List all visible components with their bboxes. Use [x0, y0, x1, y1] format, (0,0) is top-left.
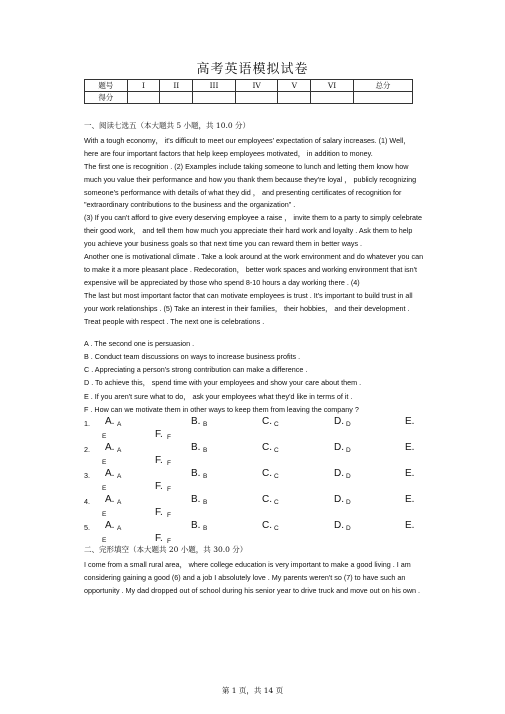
answer-row: [84, 444, 424, 470]
choice-c-text: C: [274, 499, 279, 507]
choice-f-text: F: [167, 434, 171, 442]
choice-e-text: E: [102, 433, 107, 441]
answer-choices: [84, 418, 424, 548]
choice-a-letter[interactable]: A.: [105, 416, 115, 428]
score-cell: III: [193, 80, 236, 92]
question-number: 1.: [84, 419, 90, 429]
answer-row: [84, 522, 424, 548]
score-cell: I: [127, 80, 160, 92]
choice-d-letter[interactable]: D.: [334, 442, 344, 454]
choice-c-letter[interactable]: C.: [262, 520, 272, 532]
choice-f-text: F: [167, 460, 171, 468]
choice-a-text: A: [117, 421, 122, 429]
choice-b-letter[interactable]: B.: [191, 494, 201, 506]
score-cell-empty: [311, 92, 354, 104]
choice-f-letter[interactable]: F.: [155, 481, 163, 493]
score-cell-empty: [193, 92, 236, 104]
page-title: 高考英语模拟试卷: [196, 62, 309, 77]
passage-paragraph: The first one is recognition . (2) Examples include taking someone to lunch and letting them know how much you value their performance and how you thank them because they're loyal ， publicly recognizing someone's performance with details of what they did ， and presenting certificates of recognition for "extraordinary contributions to the business and the organization" .: [84, 161, 417, 210]
option-list: [84, 337, 424, 417]
section-heading: 二、完形填空（本大题共 20 小题，共 30.0 分）: [84, 545, 248, 555]
score-cell: 总分: [353, 80, 412, 92]
score-cell: 得分: [85, 92, 128, 104]
score-cell: VI: [311, 80, 354, 92]
choice-b-text: B: [203, 421, 208, 429]
question-number: 2.: [84, 445, 90, 455]
choice-b-text: B: [203, 499, 208, 507]
choice-e-letter[interactable]: E.: [405, 520, 415, 532]
choice-d-text: D: [346, 473, 351, 481]
choice-d-letter[interactable]: D.: [334, 520, 344, 532]
score-cell-empty: [235, 92, 278, 104]
option-item: F . How can we motivate them in other ways to keep them from leaving the company ?: [84, 404, 359, 414]
option-item: C . Appreciating a person's strong contribution can make a difference .: [84, 365, 308, 375]
choice-d-letter[interactable]: D.: [334, 468, 344, 480]
passage-paragraph: The last but most important factor that can motivate employees is trust . It's important to build trust in all your work relationships . (5) Take an interest in their families， their hobbies， and their development . Treat people with respect . The next one is celebrations .: [84, 290, 413, 326]
choice-e-letter[interactable]: E.: [405, 442, 415, 454]
choice-e-text: E: [102, 485, 107, 493]
score-cell: IV: [235, 80, 278, 92]
passage-paragraph: (3) If you can't afford to give every deserving employee a raise ， invite them to a party to simply celebrate their good work， and tell them how much you appreciate their hard work and loyalty . Ask them to help you achieve your business goals so that next time you can reward them in better ways .: [84, 213, 423, 249]
choice-e-text: E: [102, 537, 107, 545]
choice-a-text: A: [117, 499, 122, 507]
passage-paragraph: With a tough economy， it's difficult to meet our employees' expectation of salary increases. (1) Well， here are four important factors that help keep employees motivated， in addition to money.: [84, 135, 411, 158]
answer-row: [84, 496, 424, 522]
cloze-passage: [84, 559, 424, 598]
choice-f-letter[interactable]: F.: [155, 429, 163, 441]
question-number: 5.: [84, 523, 90, 533]
score-cell-empty: [278, 92, 311, 104]
page-footer: 第 1 页，共 14 页: [221, 686, 284, 695]
score-cell: II: [160, 80, 193, 92]
choice-c-text: C: [274, 525, 279, 533]
choice-a-letter[interactable]: A.: [105, 468, 115, 480]
question-number: 3.: [84, 471, 90, 481]
choice-c-text: C: [274, 421, 279, 429]
score-table: [84, 79, 413, 104]
choice-c-letter[interactable]: C.: [262, 442, 272, 454]
question-number: 4.: [84, 497, 90, 507]
score-table-header-row: [85, 80, 413, 92]
choice-c-text: C: [274, 447, 279, 455]
choice-b-letter[interactable]: B.: [191, 416, 201, 428]
choice-a-letter[interactable]: A.: [105, 520, 115, 532]
choice-d-text: D: [346, 525, 351, 533]
choice-f-letter[interactable]: F.: [155, 455, 163, 467]
choice-d-text: D: [346, 421, 351, 429]
choice-f-text: F: [167, 486, 171, 494]
answer-row: [84, 418, 424, 444]
option-item: E . If you aren't sure what to do， ask your employees what they'd like in terms of it .: [84, 391, 353, 401]
choice-d-text: D: [346, 447, 351, 455]
choice-d-text: D: [346, 499, 351, 507]
passage-paragraph: Another one is motivational climate . Take a look around at the work environment and do whatever you can to make it a more pleasant place . Redecoration， better work spaces and working environment that isn't expensive will be appreciated by those who spend 8-10 hours a day working there . (4): [84, 252, 424, 287]
choice-a-letter[interactable]: A.: [105, 494, 115, 506]
choice-b-text: B: [203, 525, 208, 533]
choice-c-letter[interactable]: C.: [262, 416, 272, 428]
score-table-score-row: [85, 92, 413, 104]
choice-c-letter[interactable]: C.: [262, 468, 272, 480]
option-item: A . The second one is persuasion .: [84, 338, 195, 348]
choice-e-letter[interactable]: E.: [405, 416, 415, 428]
passage-paragraph: I come from a small rural area， where college education is very important to make a good living . I am considering gaining a good (6) and a job I absolutely love . My parents weren't so (7) to have such an opportunity . My dad dropped out of school during his senior year to drive truck and move out on his own .: [84, 560, 421, 595]
option-item: D . To achieve this， spend time with your employees and show your care about them .: [84, 378, 362, 388]
choice-a-text: A: [117, 473, 122, 481]
choice-d-letter[interactable]: D.: [334, 494, 344, 506]
score-cell-empty: [353, 92, 412, 104]
choice-a-letter[interactable]: A.: [105, 442, 115, 454]
choice-f-text: F: [167, 538, 171, 546]
choice-f-letter[interactable]: F.: [155, 533, 163, 545]
exam-body: [84, 120, 424, 598]
choice-f-text: F: [167, 512, 171, 520]
choice-e-text: E: [102, 511, 107, 519]
reading-passage: [84, 135, 424, 329]
choice-b-letter[interactable]: B.: [191, 520, 201, 532]
choice-c-letter[interactable]: C.: [262, 494, 272, 506]
score-cell-empty: [127, 92, 160, 104]
choice-e-text: E: [102, 459, 107, 467]
score-cell: 题号: [85, 80, 128, 92]
choice-b-text: B: [203, 447, 208, 455]
section-heading: 一、阅读七选五（本大题共 5 小题，共 10.0 分）: [84, 121, 251, 130]
choice-d-letter[interactable]: D.: [334, 416, 344, 428]
choice-a-text: A: [117, 447, 122, 455]
choice-e-letter[interactable]: E.: [405, 468, 415, 480]
choice-a-text: A: [117, 525, 122, 533]
choice-e-letter[interactable]: E.: [405, 494, 415, 506]
choice-f-letter[interactable]: F.: [155, 507, 163, 519]
option-item: B . Conduct team discussions on ways to increase business profits .: [84, 351, 301, 361]
choice-b-letter[interactable]: B.: [191, 442, 201, 454]
score-cell: V: [278, 80, 311, 92]
answer-row: [84, 470, 424, 496]
choice-b-text: B: [203, 473, 208, 481]
choice-c-text: C: [274, 473, 279, 481]
choice-b-letter[interactable]: B.: [191, 468, 201, 480]
score-cell-empty: [160, 92, 193, 104]
